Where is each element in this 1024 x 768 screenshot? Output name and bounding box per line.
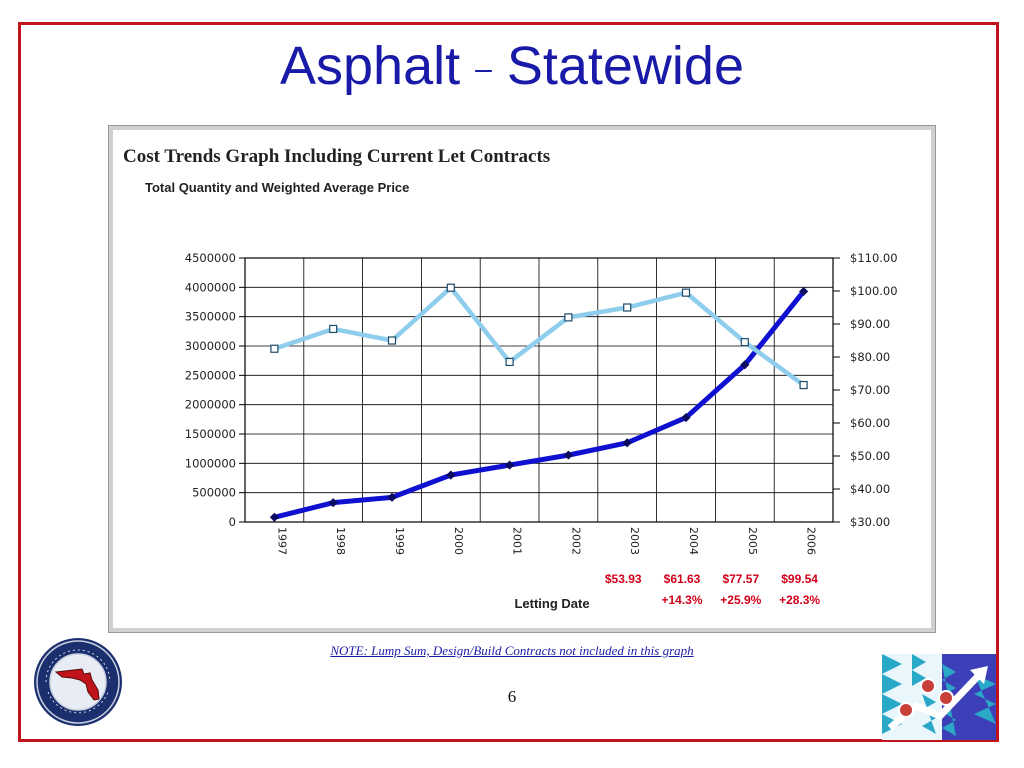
- page-number: 6: [507, 687, 517, 706]
- series-point-2: [683, 289, 690, 296]
- x-tick-label: 2006: [804, 527, 818, 555]
- left-tick-label: 2000000: [184, 397, 236, 412]
- left-tick-label: 1000000: [184, 456, 236, 471]
- chart-title: Cost Trends Graph Including Current Let Contracts: [123, 146, 551, 167]
- left-tick-label: 4000000: [184, 280, 236, 295]
- x-tick-label: 2002: [569, 527, 583, 555]
- right-tick-label: $110.00: [850, 251, 898, 265]
- x-tick-label: 1998: [334, 527, 348, 555]
- series-point-2: [389, 337, 396, 344]
- series-point-2: [624, 304, 631, 311]
- fdot-seal-logo: [32, 636, 124, 728]
- annotation-price: $77.57: [722, 572, 760, 586]
- x-tick-label: 2003: [628, 527, 642, 555]
- right-tick-label: $100.00: [850, 284, 898, 298]
- x-tick-label: 1997: [275, 527, 289, 555]
- annotation-price: $99.54: [781, 572, 818, 586]
- left-tick-label: 3000000: [184, 339, 236, 353]
- slide-title-dash: –: [475, 52, 492, 86]
- slide-title-part2: Statewide: [506, 36, 744, 96]
- right-tick-label: $60.00: [850, 416, 891, 430]
- left-tick-label: 4500000: [184, 251, 236, 265]
- right-tick-label: $30.00: [850, 515, 891, 529]
- right-tick-label: $90.00: [850, 317, 891, 331]
- footnote-text: NOTE: Lump Sum, Design/Build Contracts not included in this graph: [330, 643, 694, 658]
- x-tick-label: 2005: [745, 527, 759, 555]
- right-tick-label: $80.00: [850, 350, 891, 364]
- series-point-2: [565, 314, 572, 321]
- x-tick-label: 2001: [510, 527, 524, 555]
- left-tick-label: 1500000: [184, 427, 236, 441]
- slide-title-part1: Asphalt: [280, 36, 461, 96]
- series-point-2: [741, 339, 748, 346]
- left-tick-label: 3500000: [184, 309, 236, 324]
- annotation-change: +28.3%: [779, 593, 821, 607]
- series-point-2: [447, 284, 454, 291]
- x-tick-label: 2004: [687, 527, 700, 555]
- left-tick-label: 0: [228, 515, 236, 529]
- x-axis-label: Letting Date: [514, 596, 590, 611]
- series-point-2: [506, 358, 513, 365]
- series-point-2: [330, 325, 337, 332]
- left-tick-label: 2500000: [184, 368, 236, 383]
- annotation-price: $61.63: [663, 572, 701, 586]
- series-point-2: [800, 382, 807, 389]
- annotation-change: +25.9%: [720, 593, 762, 607]
- right-tick-label: $70.00: [850, 383, 891, 397]
- annotation-price: $53.93: [604, 572, 642, 586]
- right-tick-label: $40.00: [850, 482, 891, 496]
- x-tick-label: 1999: [393, 527, 406, 555]
- trend-arrow-logo: [882, 654, 996, 740]
- chart-subtitle: Total Quantity and Weighted Average Price: [145, 180, 410, 195]
- x-tick-label: 2000: [451, 527, 465, 555]
- right-tick-label: $50.00: [850, 449, 891, 463]
- footnote: [0, 643, 1024, 659]
- series-point-2: [271, 345, 278, 352]
- annotation-change: +14.3%: [661, 593, 703, 607]
- left-tick-label: 500000: [192, 485, 236, 500]
